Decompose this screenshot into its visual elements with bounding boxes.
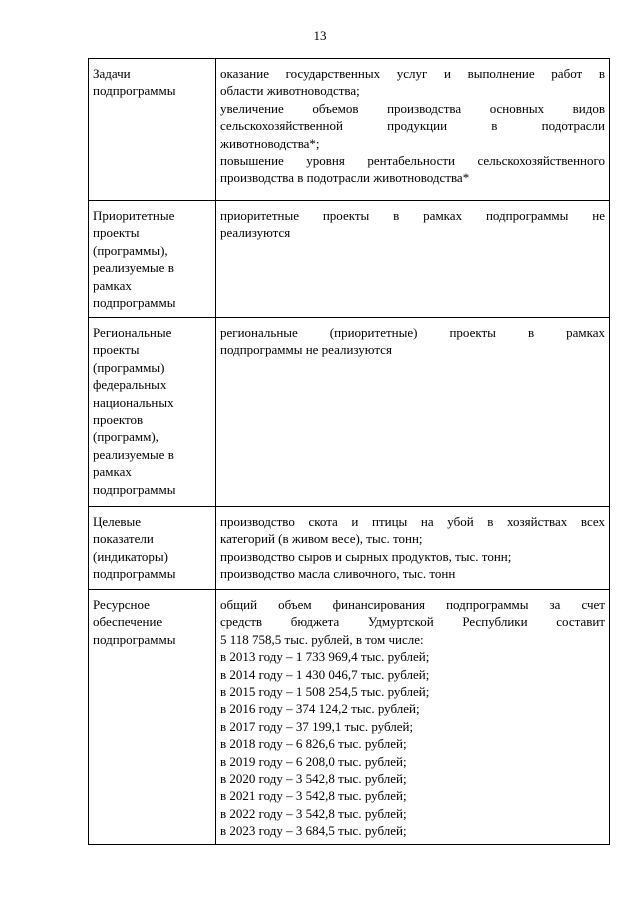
row-label-line: национальных	[93, 394, 174, 410]
row-value-line: реализуются	[220, 225, 291, 241]
row-value-line: в 2017 году – 37 199,1 тыс. рублей;	[220, 718, 414, 734]
row-value-line: в 2014 году – 1 430 046,7 тыс. рублей;	[220, 666, 430, 682]
row-label-line: обеспечение	[93, 614, 163, 630]
row-value-line: оказание государственных услуг и выполнение работ в	[220, 66, 605, 81]
page-number: 13	[313, 28, 327, 43]
row-value-line: увеличение объемов производства основных видов	[220, 100, 605, 116]
subprogram-passport-table	[88, 58, 610, 845]
row-label-line: (индикаторы)	[93, 548, 168, 564]
table-row-target-indicators	[89, 507, 610, 590]
row-label-line: Задачи	[93, 66, 131, 81]
table-row-regional-projects	[89, 318, 610, 507]
row-value-line: средств бюджета Удмуртской Республики составит	[220, 614, 605, 630]
row-value	[216, 59, 610, 201]
row-value-line: в 2023 году – 3 684,5 тыс. рублей;	[220, 823, 407, 839]
row-label-line: показатели	[93, 531, 154, 547]
table-row-priority-projects	[89, 201, 610, 318]
row-label-line: (программы)	[93, 359, 165, 375]
row-value-line: области животноводства;	[220, 83, 360, 99]
row-value-line: производство сыров и сырных продуктов, тыс. тонн;	[220, 548, 512, 564]
row-label-line: (программ),	[93, 429, 159, 445]
row-label-line: подпрограммы	[93, 631, 176, 647]
row-value	[216, 507, 610, 590]
row-label-line: Ресурсное	[93, 597, 150, 612]
row-label-line: Региональные	[93, 325, 172, 340]
row-label-line: рамках	[93, 277, 132, 293]
row-value-line: в 2015 году – 1 508 254,5 тыс. рублей;	[220, 684, 430, 700]
row-label-line: (программы),	[93, 242, 168, 258]
row-label	[89, 59, 216, 201]
row-label-line: рамках	[93, 464, 132, 480]
row-value-line: общий объем финансирования подпрограммы за счет	[220, 597, 605, 612]
row-label-line: проекты	[93, 225, 140, 241]
row-value-line: в 2013 году – 1 733 969,4 тыс. рублей;	[220, 649, 430, 665]
row-label	[89, 318, 216, 507]
row-label-line: подпрограммы	[93, 83, 176, 99]
row-value-line: производство масла сливочного, тыс. тонн	[220, 566, 456, 582]
row-label-line: подпрограммы	[93, 566, 176, 582]
row-label-line: федеральных	[93, 377, 167, 393]
row-label-line: реализуемые в	[93, 446, 174, 462]
row-value-line: производство скота и птицы на убой в хозяйствах всех	[220, 514, 605, 529]
row-value-line: в 2022 году – 3 542,8 тыс. рублей;	[220, 805, 407, 821]
row-value-line: в 2019 году – 6 208,0 тыс. рублей;	[220, 753, 407, 769]
row-label	[89, 590, 216, 845]
row-value-line: животноводства*;	[220, 135, 320, 151]
row-value	[216, 318, 610, 507]
row-value-line: производства в подотрасли животноводства*	[220, 170, 470, 186]
table-row-tasks	[89, 59, 610, 201]
row-value-line: в 2018 году – 6 826,6 тыс. рублей;	[220, 736, 407, 752]
row-label-line: реализуемые в	[93, 260, 174, 276]
row-value-line: сельскохозяйственной продукции в подотрасли	[220, 118, 605, 134]
row-label	[89, 507, 216, 590]
row-value-line: подпрограммы не реализуются	[220, 342, 392, 358]
row-value-line: приоритетные проекты в рамках подпрограммы не	[220, 208, 605, 223]
row-value-line: категорий (в живом весе), тыс. тонн;	[220, 531, 423, 547]
row-value-line: региональные (приоритетные) проекты в рамках	[220, 325, 605, 340]
row-value	[216, 201, 610, 318]
row-label-line: проекты	[93, 342, 140, 358]
row-value-line: 5 118 758,5 тыс. рублей, в том числе:	[220, 631, 424, 647]
row-value-line: в 2020 году – 3 542,8 тыс. рублей;	[220, 771, 407, 787]
row-value-line: в 2016 году – 374 124,2 тыс. рублей;	[220, 701, 420, 717]
row-value	[216, 590, 610, 845]
row-label	[89, 201, 216, 318]
row-label-line: проектов	[93, 412, 144, 428]
row-label-line: Целевые	[93, 514, 142, 529]
row-value-line: в 2021 году – 3 542,8 тыс. рублей;	[220, 788, 407, 804]
row-label-line: подпрограммы	[93, 295, 176, 311]
row-label-line: Приоритетные	[93, 208, 175, 223]
row-label-line: подпрограммы	[93, 481, 176, 497]
table-row-resource-provision	[89, 590, 610, 845]
row-value-line: повышение уровня рентабельности сельскохозяйственного	[220, 153, 605, 169]
